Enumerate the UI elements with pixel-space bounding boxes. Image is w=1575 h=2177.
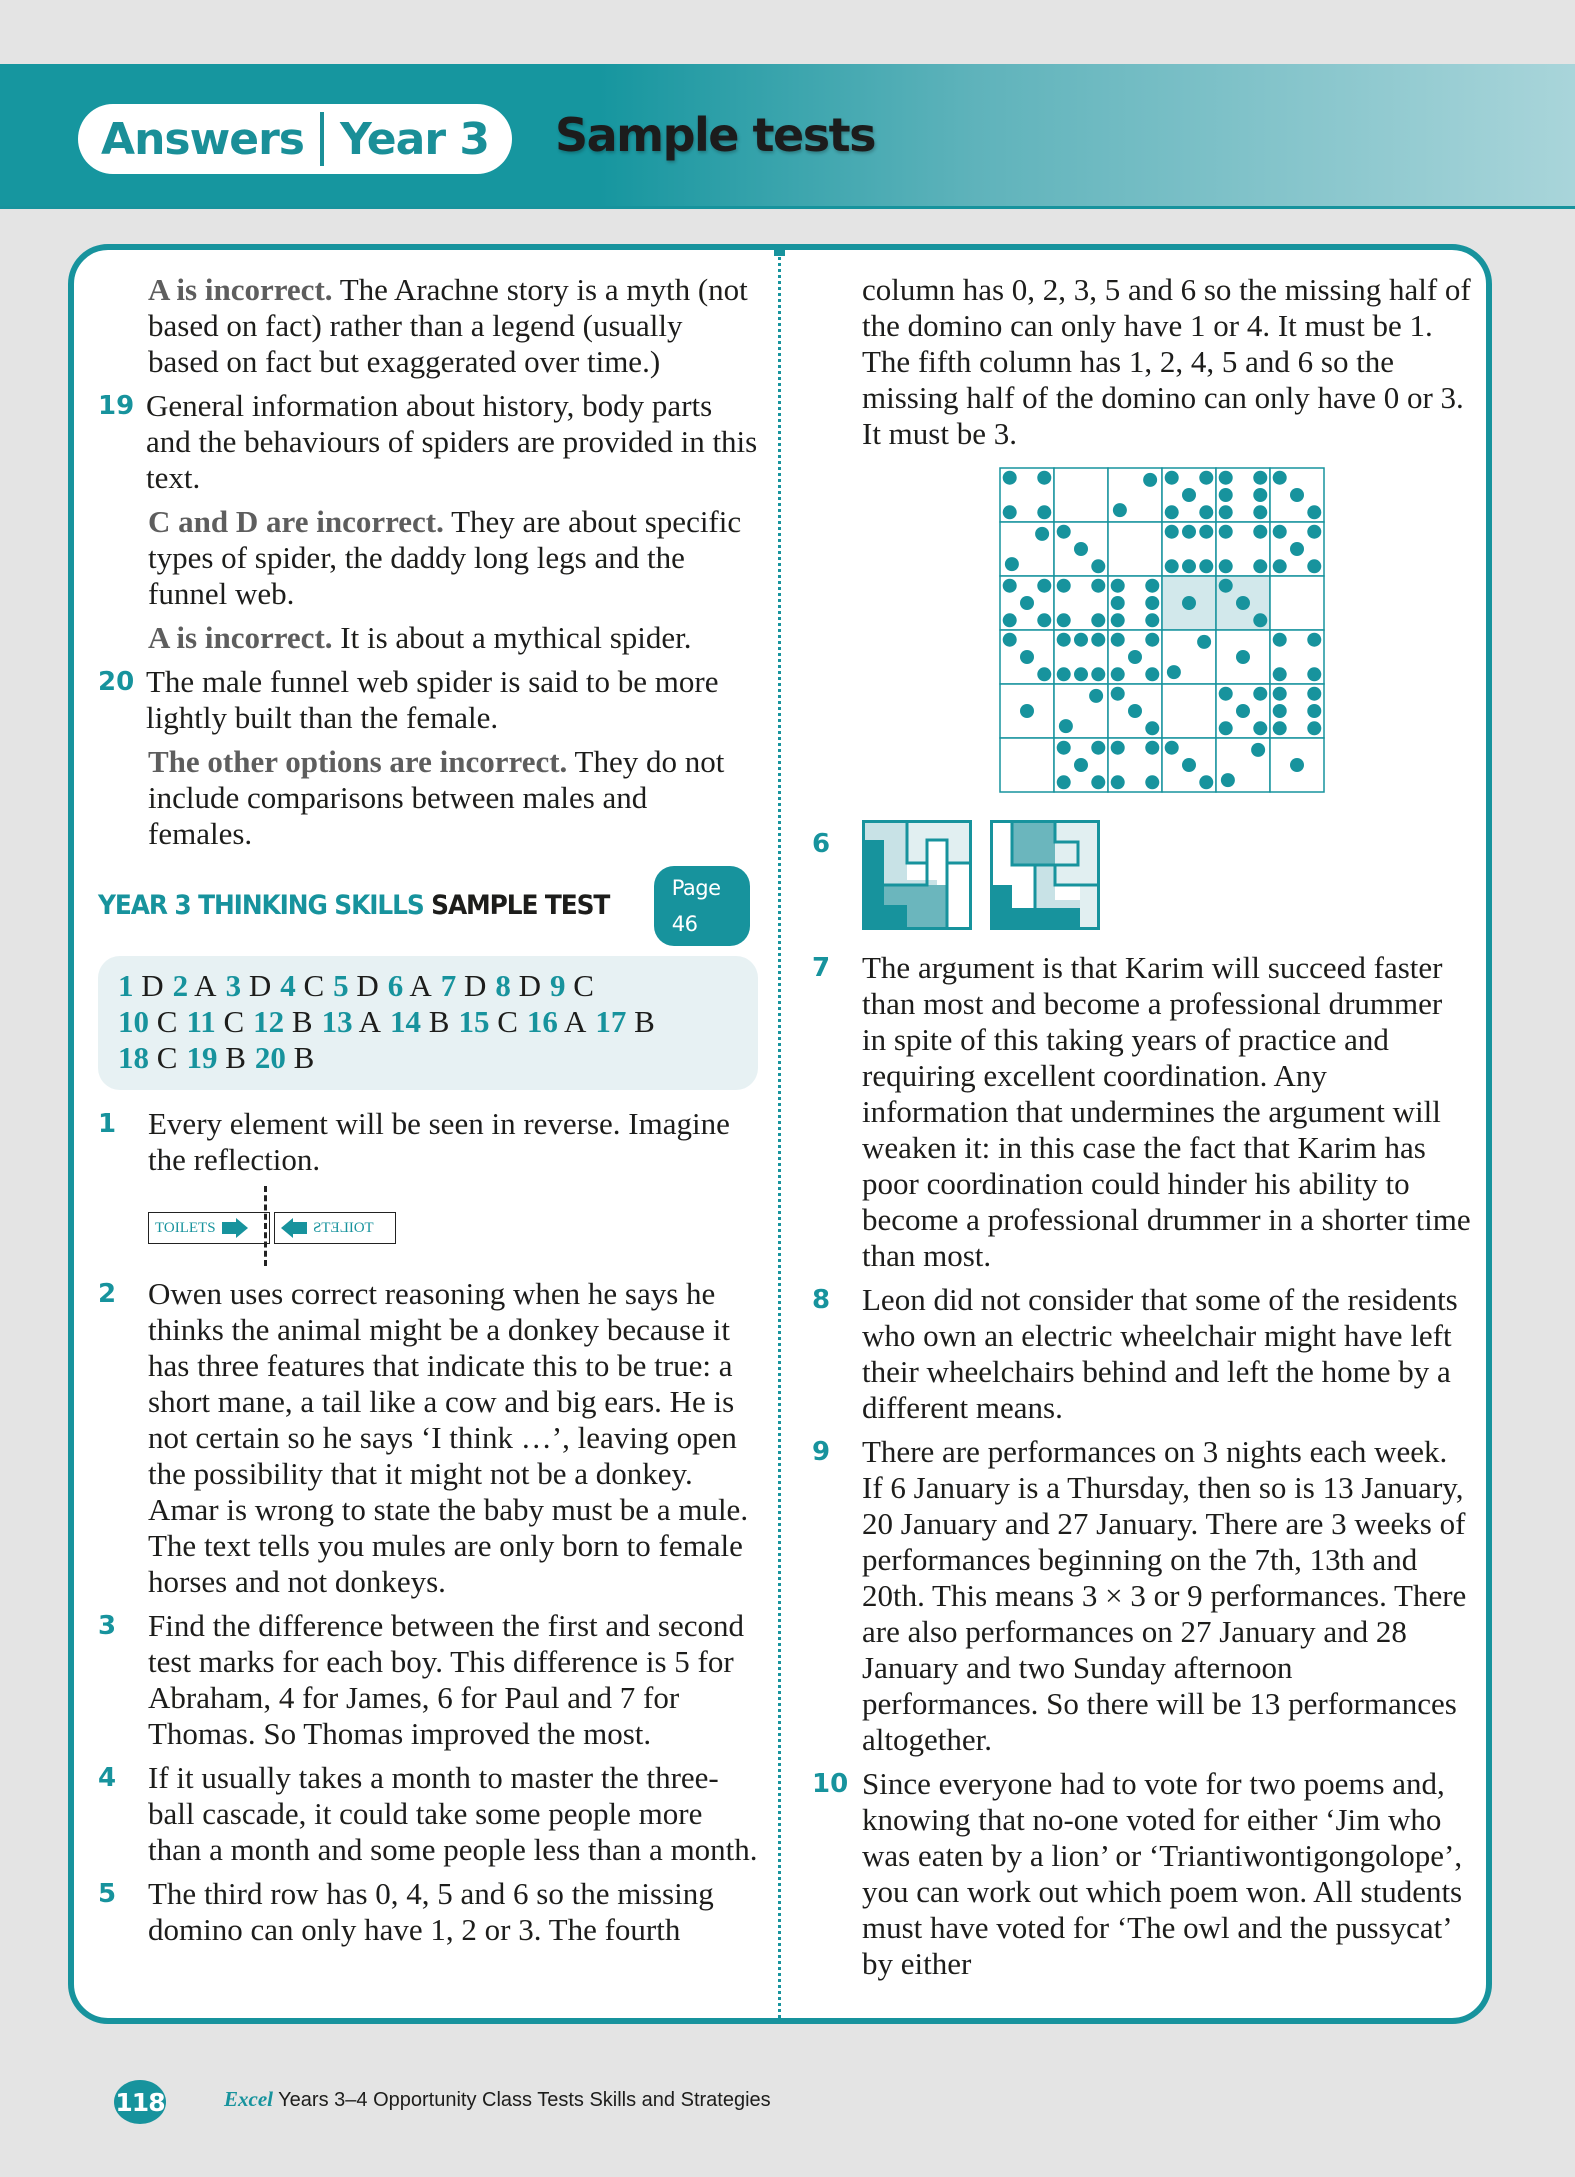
domino-pip xyxy=(1219,559,1233,573)
domino-pip xyxy=(1091,667,1105,681)
note-bold: A is incorrect. xyxy=(148,620,333,655)
domino-pip xyxy=(1165,505,1179,519)
item-number: 3 xyxy=(98,1611,117,1641)
answer-key-letter: D xyxy=(348,968,379,1003)
answer-key-letter: B xyxy=(285,1040,315,1075)
item-text: Owen uses correct reasoning when he says he thinks the animal might be a donkey because it has three features that indicate this to be true: a short mane, a tail like a cow and big ears. He is not certain so he says ‘I think …’, leaving open the possibility that it might not be a donkey. Amar is wrong to state the baby must be a mule. The text tells you mules are only born to female horses and not donkeys. xyxy=(148,1276,749,1599)
left-column xyxy=(98,272,758,1956)
item-number: 8 xyxy=(812,1285,831,1315)
domino-pip xyxy=(1111,579,1125,593)
domino-pip xyxy=(1003,579,1017,593)
domino-pip xyxy=(1059,719,1073,733)
item-text: The male funnel web spider is said to be more lightly built than the female. xyxy=(146,664,719,735)
answer-key-letter: A xyxy=(352,1004,382,1039)
answer-key-pair xyxy=(458,1004,517,1039)
domino-pip xyxy=(1236,596,1250,610)
item-number: 6 xyxy=(812,829,831,859)
answer-key-pair xyxy=(226,968,272,1003)
header-badge-year: Year 3 xyxy=(339,113,489,165)
answer-key-number: 5 xyxy=(333,968,349,1003)
answer-key-letter: C xyxy=(149,1040,178,1075)
domino-pip xyxy=(1219,505,1233,519)
answer-key-number: 16 xyxy=(526,1004,558,1039)
answer-note xyxy=(148,620,758,656)
column-divider xyxy=(778,244,781,2024)
domino-pip xyxy=(1020,596,1034,610)
domino-pip xyxy=(1307,633,1321,647)
domino-pip xyxy=(1091,559,1105,573)
domino-pip xyxy=(1145,667,1159,681)
answer-key-number: 4 xyxy=(280,968,296,1003)
domino-pip xyxy=(1199,471,1213,485)
domino-pip xyxy=(1111,613,1125,627)
domino-pip xyxy=(1057,633,1071,647)
domino-pip xyxy=(1253,471,1267,485)
toilets-sign-reflected xyxy=(274,1212,396,1244)
answer-key-letter: C xyxy=(295,968,325,1003)
domino-pip xyxy=(1165,525,1179,539)
domino-pip xyxy=(1273,525,1287,539)
domino-pip xyxy=(1057,741,1071,755)
answer-item-6 xyxy=(812,820,1472,930)
note-bold: C and D are incorrect. xyxy=(148,504,444,539)
answer-key-pair xyxy=(550,968,594,1003)
answer-key-pair xyxy=(527,1004,586,1039)
answer-key-number: 10 xyxy=(118,1004,149,1039)
domino-pip xyxy=(1253,488,1267,502)
domino-pip xyxy=(1290,488,1304,502)
domino-pip xyxy=(1221,773,1235,787)
domino-pip xyxy=(1074,633,1088,647)
domino-pip xyxy=(1307,721,1321,735)
item-text: Leon did not consider that some of the residents who own an electric wheelchair might have left their wheelchairs behind and left the home by a different means. xyxy=(862,1282,1458,1425)
item-5-continued: column has 0, 2, 3, 5 and 6 so the missing half of the domino can only have 1 or 4. It must be 1. The fifth column has 1, 2, 4, 5 and 6 so the missing half of the domino can only have 0 or 3. It must be 3. xyxy=(862,272,1471,451)
domino-pip xyxy=(1219,579,1233,593)
domino-pip xyxy=(1219,471,1233,485)
item-number: 4 xyxy=(98,1763,117,1793)
answer-key-letter: D xyxy=(456,968,487,1003)
domino-pip xyxy=(1091,579,1105,593)
domino-pip xyxy=(1273,633,1287,647)
domino-pip xyxy=(1253,721,1267,735)
item-number: 2 xyxy=(98,1279,117,1309)
domino-pip xyxy=(1145,633,1159,647)
domino-pip xyxy=(1307,505,1321,519)
section-title-teal: YEAR 3 THINKING SKILLS xyxy=(98,890,424,921)
mirror-sign-figure xyxy=(148,1186,758,1266)
answer-key-pair xyxy=(173,968,217,1003)
domino-pip xyxy=(1091,633,1105,647)
domino-pip xyxy=(1111,741,1125,755)
footer-brand: Excel xyxy=(224,2087,273,2111)
domino-pip xyxy=(1037,667,1051,681)
domino-pip xyxy=(1145,741,1159,755)
domino-pip xyxy=(1037,579,1051,593)
toilets-sign xyxy=(148,1212,270,1244)
answer-key-pair xyxy=(322,1004,381,1039)
item-text: The third row has 0, 4, 5 and 6 so the missing domino can only have 1, 2 or 3. The fourth xyxy=(148,1876,714,1947)
domino-pip xyxy=(1199,559,1213,573)
domino-pip xyxy=(1003,505,1017,519)
answer-item-5 xyxy=(98,1876,758,1948)
item-number: 20 xyxy=(98,667,135,697)
answer-item-2 xyxy=(98,1276,758,1600)
answer-key-pair xyxy=(441,968,487,1003)
domino-pip xyxy=(1037,471,1051,485)
domino-pip xyxy=(1236,650,1250,664)
domino-pip xyxy=(1057,579,1071,593)
item-number: 1 xyxy=(98,1109,117,1139)
domino-pip xyxy=(1128,650,1142,664)
answer-key-number: 6 xyxy=(387,968,404,1003)
domino-pip xyxy=(1074,542,1088,556)
domino-pip xyxy=(1020,704,1034,718)
answer-item-9 xyxy=(812,1434,1472,1758)
answer-key-letter: D xyxy=(241,968,272,1003)
answer-item-1 xyxy=(98,1106,758,1178)
domino-pip xyxy=(1111,596,1125,610)
domino-pip xyxy=(1182,488,1196,502)
answer-key-letter: C xyxy=(215,1004,245,1039)
answer-key-letter: D xyxy=(510,968,542,1003)
domino-pip xyxy=(1307,667,1321,681)
item-number: 10 xyxy=(812,1769,849,1799)
domino-pip xyxy=(1145,596,1159,610)
answer-key-number: 14 xyxy=(390,1004,422,1039)
domino-pip xyxy=(1182,525,1196,539)
answer-key-row xyxy=(118,1004,738,1040)
note-bold: The other options are incorrect. xyxy=(148,744,568,779)
answer-key-pair xyxy=(253,1004,312,1039)
answer-key-letter: A xyxy=(403,968,432,1003)
item-text: Every element will be seen in reverse. Imagine the reflection. xyxy=(148,1106,730,1177)
domino-pip xyxy=(1145,775,1159,789)
answer-key-letter: A xyxy=(557,1004,587,1039)
domino-pip xyxy=(1273,721,1287,735)
domino-pip xyxy=(1057,613,1071,627)
domino-pip xyxy=(1273,559,1287,573)
item-number: 5 xyxy=(98,1879,117,1909)
domino-pip xyxy=(1074,758,1088,772)
answer-key-pair xyxy=(595,1004,654,1039)
domino-pip xyxy=(1251,743,1265,757)
header-badge xyxy=(78,104,512,174)
domino-pip xyxy=(1253,559,1267,573)
domino-pip xyxy=(1273,667,1287,681)
domino-pip xyxy=(1111,775,1125,789)
domino-pip xyxy=(1003,633,1017,647)
domino-pip xyxy=(1290,542,1304,556)
answer-key-letter: C xyxy=(149,1004,178,1039)
toilets-sign-label: TOILETS xyxy=(155,1220,216,1236)
domino-pip xyxy=(1128,704,1142,718)
page-title: Sample tests xyxy=(555,108,875,162)
domino-pip xyxy=(1219,488,1233,502)
domino-pip xyxy=(1253,613,1267,627)
domino-pip xyxy=(1199,525,1213,539)
answer-key-letter: B xyxy=(284,1004,313,1039)
domino-pip xyxy=(1113,503,1127,517)
item-number: 9 xyxy=(812,1437,831,1467)
answer-key-pair xyxy=(118,968,164,1003)
header-badge-separator xyxy=(320,112,324,166)
domino-pip xyxy=(1253,525,1267,539)
answer-key-pair xyxy=(388,968,432,1003)
answer-key-number: 18 xyxy=(118,1040,149,1075)
domino-pip xyxy=(1273,471,1287,485)
domino-half-cell xyxy=(1000,738,1054,792)
answer-key-pair xyxy=(118,1040,177,1075)
puzzle-shape-a xyxy=(862,820,972,930)
domino-pip xyxy=(1219,525,1233,539)
note-text: They do not include comparisons between males and females. xyxy=(148,744,725,851)
domino-pip xyxy=(1005,557,1019,571)
domino-pip xyxy=(1273,704,1287,718)
footer-title xyxy=(224,2087,771,2112)
domino-pip xyxy=(1307,525,1321,539)
note-bold: A is incorrect. xyxy=(148,272,333,307)
answer-key-pair xyxy=(390,1004,449,1039)
domino-pip xyxy=(1074,667,1088,681)
domino-pip xyxy=(1037,505,1051,519)
note-text: The Arachne story is a myth (not based on fact) rather than a legend (usually based on fact but exaggerated over time.) xyxy=(148,272,748,379)
answer-key-pair xyxy=(255,1040,314,1075)
answer-key-letter: C xyxy=(565,968,594,1003)
answer-key-letter: B xyxy=(626,1004,655,1039)
footer-book-title: Years 3–4 Opportunity Class Tests Skills and Strategies xyxy=(272,2089,771,2111)
domino-pip xyxy=(1003,613,1017,627)
answer-key-row xyxy=(118,1040,738,1076)
answer-key-pair xyxy=(495,968,541,1003)
answer-note xyxy=(148,744,758,852)
domino-pip xyxy=(1145,579,1159,593)
domino-pip xyxy=(1165,559,1179,573)
domino-pip xyxy=(1197,635,1211,649)
answer-item-8 xyxy=(812,1282,1472,1426)
domino-pip xyxy=(1091,741,1105,755)
item-number: 7 xyxy=(812,953,831,983)
domino-pip xyxy=(1089,689,1103,703)
domino-pip xyxy=(1290,758,1304,772)
arrow-right-icon xyxy=(236,1218,248,1238)
domino-pip xyxy=(1165,741,1179,755)
domino-pip xyxy=(1167,665,1181,679)
item-text: Since everyone had to vote for two poems and, knowing that no-one voted for either ‘Jim who was eaten by a lion’ or ‘Triantiwontigongolope’, you can work out which poem won. All students must have voted for ‘The owl and the pussycat’ by either xyxy=(862,1766,1463,1981)
answer-key-number: 9 xyxy=(550,968,566,1003)
answer-note xyxy=(148,272,758,380)
domino-pip xyxy=(1037,613,1051,627)
domino-pip xyxy=(1307,559,1321,573)
section-header xyxy=(98,866,758,946)
answer-key-number: 3 xyxy=(225,968,242,1003)
domino-pip xyxy=(1199,775,1213,789)
item-text: There are performances on 3 nights each week. If 6 January is a Thursday, then so is 13 January, 20 January and 27 January. There are 3 weeks of performances beginning on the 7th, 13th and 20th. This means 3 × 3 or 9 performances. There are also performances on 27 January and 28 January and two Sunday afternoon performances. So there will be 13 performances altogether. xyxy=(862,1434,1467,1757)
answer-key-number: 12 xyxy=(253,1004,285,1039)
puzzle-shape-b xyxy=(990,820,1100,930)
domino-pip xyxy=(1307,687,1321,701)
answer-key-number: 8 xyxy=(495,968,511,1003)
answer-item-10 xyxy=(812,1766,1472,1982)
domino-pip xyxy=(1057,667,1071,681)
domino-pip xyxy=(1111,633,1125,647)
answer-key-number: 15 xyxy=(458,1004,490,1039)
answer-key-number: 13 xyxy=(321,1004,353,1039)
domino-half-cell xyxy=(1108,522,1162,576)
domino-pip xyxy=(1236,704,1250,718)
domino-pip xyxy=(1091,775,1105,789)
answer-key-letter: B xyxy=(217,1040,246,1075)
answer-key-box xyxy=(98,956,758,1090)
page-reference-badge[interactable]: Page 46 xyxy=(654,866,750,946)
answer-key-letter: C xyxy=(489,1004,518,1039)
domino-pip xyxy=(1199,505,1213,519)
answer-note xyxy=(148,504,758,612)
column-divider-cap xyxy=(774,244,785,256)
domino-pip xyxy=(1003,471,1017,485)
header-badge-answers: Answers xyxy=(101,113,304,165)
domino-half-cell xyxy=(1270,576,1324,630)
answer-key-number: 17 xyxy=(595,1004,627,1039)
answer-key-letter: D xyxy=(133,968,164,1003)
domino-pip xyxy=(1143,473,1157,487)
answer-key-pair xyxy=(333,968,379,1003)
item-text: Find the difference between the first and second test marks for each boy. This difference is 5 for Abraham, 4 for James, 6 for Paul and 7 for Thomas. So Thomas improved the most. xyxy=(148,1608,744,1751)
note-text: They are about specific types of spider, the daddy long legs and the funnel web. xyxy=(148,504,742,611)
item-text: General information about history, body parts and the behaviours of spiders are provided in this text. xyxy=(146,388,758,495)
answer-key-pair xyxy=(280,968,324,1003)
domino-pip xyxy=(1182,596,1196,610)
answer-item-3 xyxy=(98,1608,758,1752)
answer-key-number: 1 xyxy=(118,968,134,1003)
domino-grid xyxy=(996,464,1328,796)
section-title-dark: SAMPLE TEST xyxy=(423,890,610,921)
answer-item-20 xyxy=(98,664,758,736)
answer-key-number: 2 xyxy=(172,968,189,1003)
answer-key-letter: A xyxy=(188,968,217,1003)
toilets-sign-label-mirrored: TOILETS xyxy=(313,1220,374,1236)
note-text: It is about a mythical spider. xyxy=(332,620,692,655)
domino-pip xyxy=(1091,613,1105,627)
domino-pip xyxy=(1253,505,1267,519)
answer-key-number: 11 xyxy=(186,1004,216,1039)
domino-pip xyxy=(1273,687,1287,701)
answer-key-number: 7 xyxy=(440,968,457,1003)
domino-pip xyxy=(1111,667,1125,681)
domino-pip xyxy=(1219,687,1233,701)
domino-pip xyxy=(1253,687,1267,701)
domino-pip xyxy=(1219,721,1233,735)
arrow-left-icon xyxy=(281,1218,293,1238)
domino-half-cell xyxy=(1054,468,1108,522)
domino-pip xyxy=(1057,525,1071,539)
answer-item-19 xyxy=(98,388,758,496)
answer-key-row xyxy=(118,968,738,1004)
answer-item-7 xyxy=(812,950,1472,1274)
domino-grid-figure xyxy=(996,464,1472,804)
item-number: 19 xyxy=(98,391,135,421)
section-title xyxy=(98,888,609,924)
domino-pip xyxy=(1057,775,1071,789)
domino-pip xyxy=(1035,527,1049,541)
answer-key-number: 20 xyxy=(254,1040,286,1075)
mirror-line xyxy=(264,1186,267,1266)
domino-pip xyxy=(1307,704,1321,718)
arrow-shaft xyxy=(222,1222,236,1234)
domino-pip xyxy=(1111,687,1125,701)
answer-key-pair xyxy=(186,1040,245,1075)
answer-key-letter: B xyxy=(421,1004,450,1039)
domino-pip xyxy=(1182,758,1196,772)
domino-pip xyxy=(1182,559,1196,573)
domino-pip xyxy=(1145,721,1159,735)
right-column xyxy=(812,272,1472,1990)
page-number: 118 xyxy=(114,2080,166,2124)
item-text: The argument is that Karim will succeed faster than most and become a professional drummer in spite of this taking years of practice and requiring excellent coordination. Any information that undermines the argument will weaken it: in this case the fact that Karim has poor coordination could hinder his ability to become a professional drummer in a shorter time than most. xyxy=(862,950,1471,1273)
answer-item-4 xyxy=(98,1760,758,1868)
domino-half-cell xyxy=(1162,684,1216,738)
answer-key-pair xyxy=(186,1004,244,1039)
answer-key-pair xyxy=(118,1004,177,1039)
domino-pip xyxy=(1145,613,1159,627)
answer-key-number: 19 xyxy=(186,1040,218,1075)
domino-pip xyxy=(1020,650,1034,664)
header-band xyxy=(0,64,1575,209)
arrow-shaft xyxy=(293,1222,307,1234)
domino-pip xyxy=(1165,471,1179,485)
item-text: If it usually takes a month to master the three-ball cascade, it could take some people more than a month and some people less than a month. xyxy=(148,1760,758,1867)
